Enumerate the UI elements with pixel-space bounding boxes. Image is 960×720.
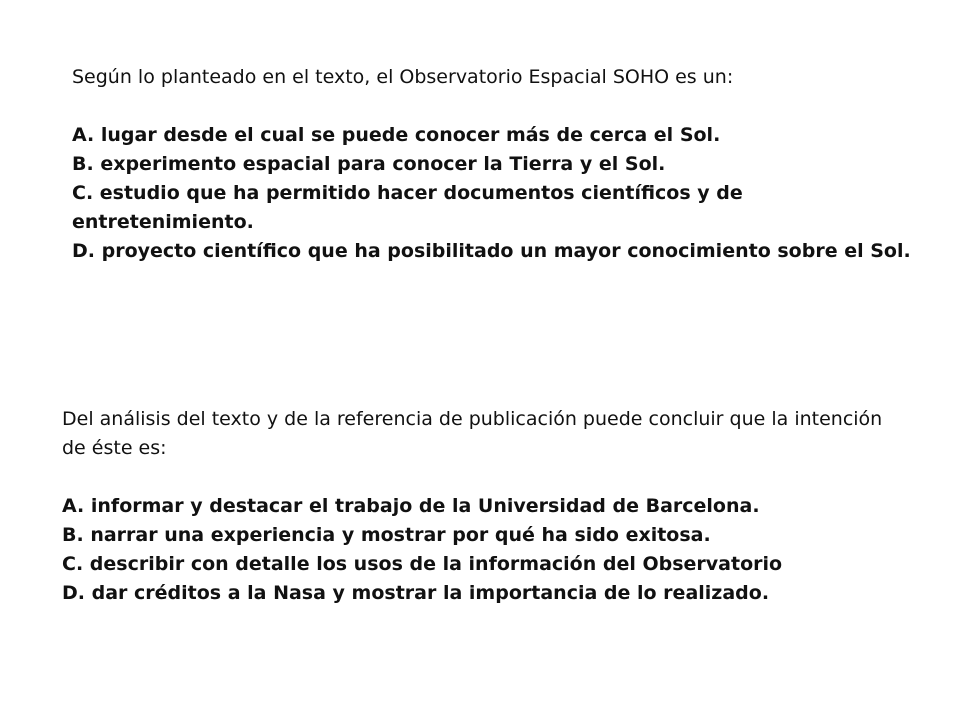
question-1-options [72, 121, 912, 266]
question-2 [62, 405, 902, 608]
question-2-option-a: A. informar y destacar el trabajo de la Universidad de Barcelona. [62, 495, 760, 517]
question-1-option-d: D. proyecto científico que ha posibilitado un mayor conocimiento sobre el Sol. [72, 240, 911, 262]
question-2-option-b: B. narrar una experiencia y mostrar por qué ha sido exitosa. [62, 524, 711, 546]
question-1-option-c: C. estudio que ha permitido hacer documentos científicos y de entretenimiento. [72, 182, 743, 233]
question-1-option-a: A. lugar desde el cual se puede conocer más de cerca el Sol. [72, 124, 721, 146]
question-1 [72, 63, 912, 266]
question-2-stem: Del análisis del texto y de la referencia de publicación puede concluir que la intención de éste es: [62, 408, 883, 459]
question-2-option-c: C. describir con detalle los usos de la información del Observatorio [62, 553, 783, 575]
question-1-stem: Según lo planteado en el texto, el Observatorio Espacial SOHO es un: [72, 66, 734, 88]
question-2-option-d: D. dar créditos a la Nasa y mostrar la importancia de lo realizado. [62, 582, 770, 604]
question-1-option-b: B. experimento espacial para conocer la Tierra y el Sol. [72, 153, 666, 175]
question-2-options [62, 492, 902, 608]
